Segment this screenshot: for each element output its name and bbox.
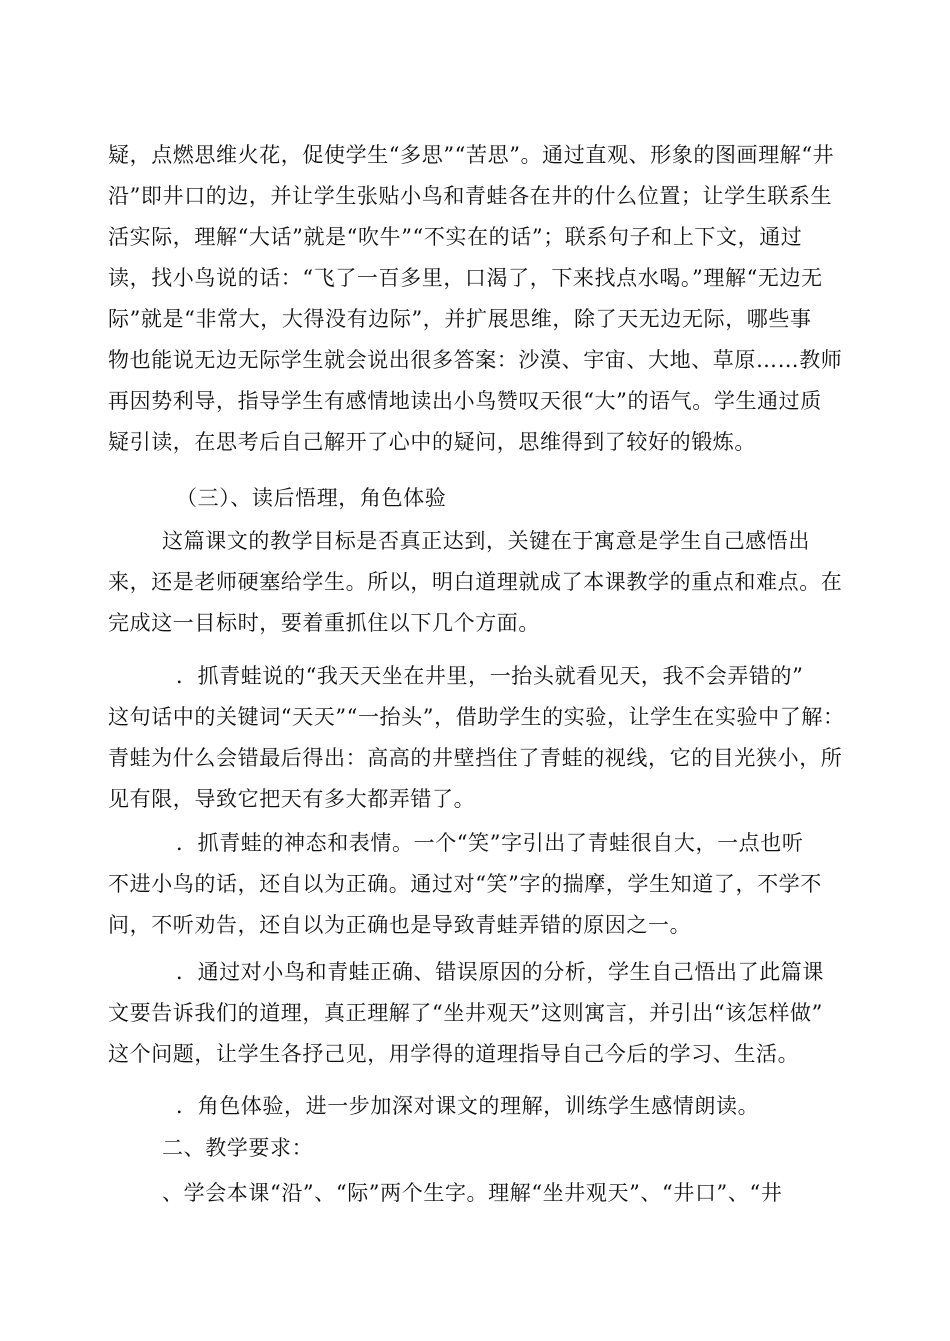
item1-line-4: 见有限，导致它把天有多大都弄错了。 xyxy=(108,787,476,811)
item2-line-3: 问，不听劝告，还自以为正确也是导致青蛙弄错的原因之一。 xyxy=(108,913,692,937)
item3-line-1: ．通过对小鸟和青蛙正确、错误原因的分析，学生自己悟出了此篇课 xyxy=(176,960,824,984)
paragraph1-line-4: 读，找小鸟说的话：“飞了一百多里，口渴了，下来找点水喝。”理解“无边无 xyxy=(108,266,823,290)
paragraph1-line-6: 物也能说无边无际学生就会说出很多答案：沙漠、宇宙、大地、草原……教师 xyxy=(108,348,843,372)
paragraph1-line-1: 疑，点燃思维火花，促使学生“多思”“苦思”。通过直观、形象的图画理解“井 xyxy=(108,143,835,167)
paragraph1-line-2: 沿”即井口的边，并让学生张贴小鸟和青蛙各在井的什么位置；让学生联系生 xyxy=(108,184,833,208)
paragraph1-line-3: 活实际，理解“大话”就是“吹牛”“不实在的话”；联系句子和上下文，通过 xyxy=(108,225,803,249)
paragraph2-line-3: 完成这一目标时，要着重抓住以下几个方面。 xyxy=(108,611,540,635)
requirement1-line: 、学会本课“沿”、“际”两个生字。理解“坐井观天”、“井口”、“井 xyxy=(162,1181,783,1205)
item3-line-3: 这个问题，让学生各抒己见，用学得的道理指导自己今后的学习、生活。 xyxy=(108,1042,800,1066)
item2-line-2: 不进小鸟的话，还自以为正确。通过对“笑”字的揣摩，学生知道了，不学不 xyxy=(108,872,822,896)
section-heading-3: （三）、读后悟理，角色体验 xyxy=(176,486,447,510)
paragraph1-line-8: 疑引读，在思考后自己解开了心中的疑问，思维得到了较好的锻炼。 xyxy=(108,430,756,454)
item2-line-1: ．抓青蛙的神态和表情。一个“笑”字引出了青蛙很自大，一点也听 xyxy=(176,831,804,855)
section-heading-2: 二、教学要求： xyxy=(162,1136,314,1160)
paragraph2-line-2: 来，还是老师硬塞给学生。所以，明白道理就成了本课教学的重点和难点。在 xyxy=(108,570,843,594)
item1-line-2: 这句话中的关键词“天天”“一抬头”，借助学生的实验，让学生在实验中了解： xyxy=(108,705,845,729)
paragraph1-line-7: 再因势利导，指导学生有感情地读出小鸟赞叹天很“大”的语气。学生通过质 xyxy=(108,389,822,413)
paragraph1-line-5: 际”就是“非常大，大得没有边际”，并扩展思维，除了天无边无际，哪些事 xyxy=(108,307,812,331)
item1-line-1: ．抓青蛙说的“我天天坐在井里，一抬头就看见天，我不会弄错的” xyxy=(176,664,804,688)
item4-line: ．角色体验，进一步加深对课文的理解，训练学生感情朗读。 xyxy=(176,1094,760,1118)
item1-line-3: 青蛙为什么会错最后得出：高高的井壁挡住了青蛙的视线，它的目光狭小，所 xyxy=(108,746,843,770)
item3-line-2: 文要告诉我们的道理，真正理解了“坐井观天”这则寓言，并引出“该怎样做” xyxy=(108,1001,823,1025)
paragraph2-line-1: 这篇课文的教学目标是否真正达到，关键在于寓意是学生自己感悟出 xyxy=(162,529,810,553)
